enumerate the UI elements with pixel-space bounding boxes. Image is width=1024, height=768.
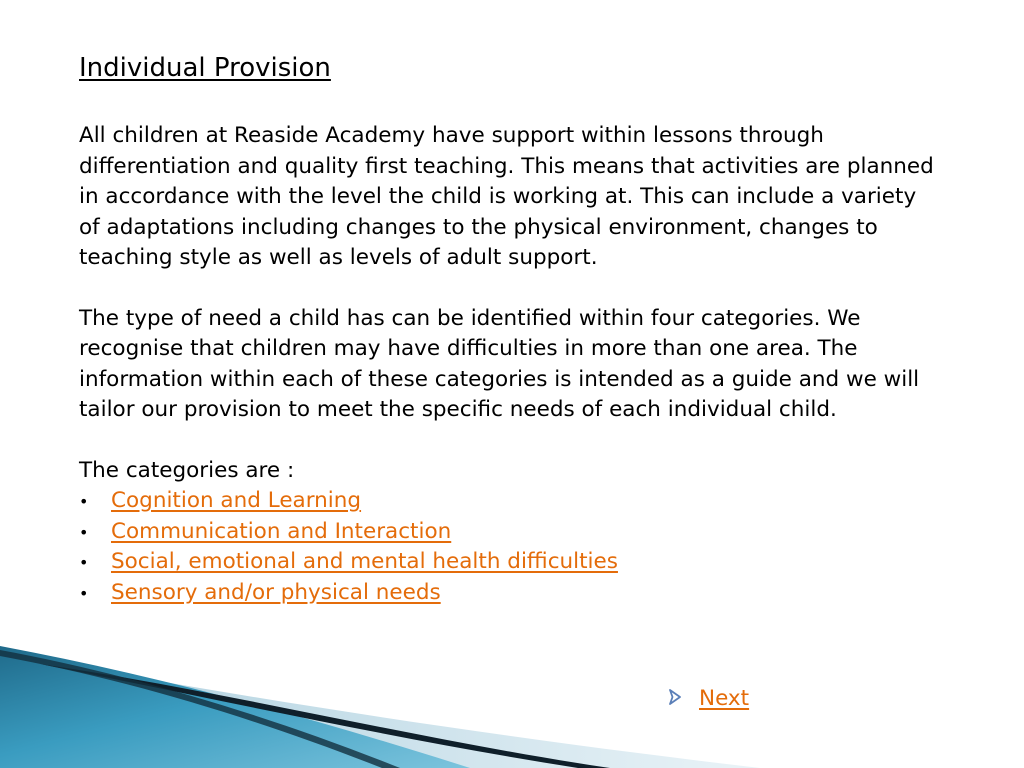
page-title: Individual Provision (79, 53, 331, 83)
bullet-icon: • (79, 583, 89, 603)
bullet-icon: • (79, 522, 89, 542)
bullet-icon: • (79, 492, 89, 511)
link-social-emotional-mental-health[interactable]: Social, emotional and mental health difficulties (111, 549, 618, 574)
paragraph-categories: The type of need a child has can be identified within four categories. We recognise that children may have difficulties in more than one area. The information within each of these categories is intended as a guide and we will tailor our provision to meet the specific needs of each individual child. (79, 305, 920, 422)
main-content (79, 48, 939, 608)
list-item (79, 547, 939, 578)
categories-list (79, 486, 939, 608)
chevron-right-icon (668, 685, 699, 715)
list-item (79, 486, 939, 517)
bullet-icon: • (79, 553, 89, 572)
next-link[interactable]: Next (699, 686, 750, 711)
teal-swoosh-shape (0, 646, 470, 768)
next-nav (668, 684, 749, 715)
list-item (79, 517, 939, 548)
list-item (79, 578, 939, 609)
paragraph-support: All children at Reaside Academy have support within lessons through differentiation and quality first teaching. This means that activities are planned in accordance with the level the child is working at. This can include a variety of adaptations including changes to the physical environment, changes to teaching style as well as levels of adult support. (79, 123, 934, 270)
categories-intro: The categories are : (79, 457, 295, 483)
link-communication-and-interaction[interactable]: Communication and Interaction (111, 518, 452, 544)
link-sensory-physical-needs[interactable]: Sensory and/or physical needs (111, 579, 441, 605)
link-cognition-and-learning[interactable]: Cognition and Learning (111, 488, 362, 513)
